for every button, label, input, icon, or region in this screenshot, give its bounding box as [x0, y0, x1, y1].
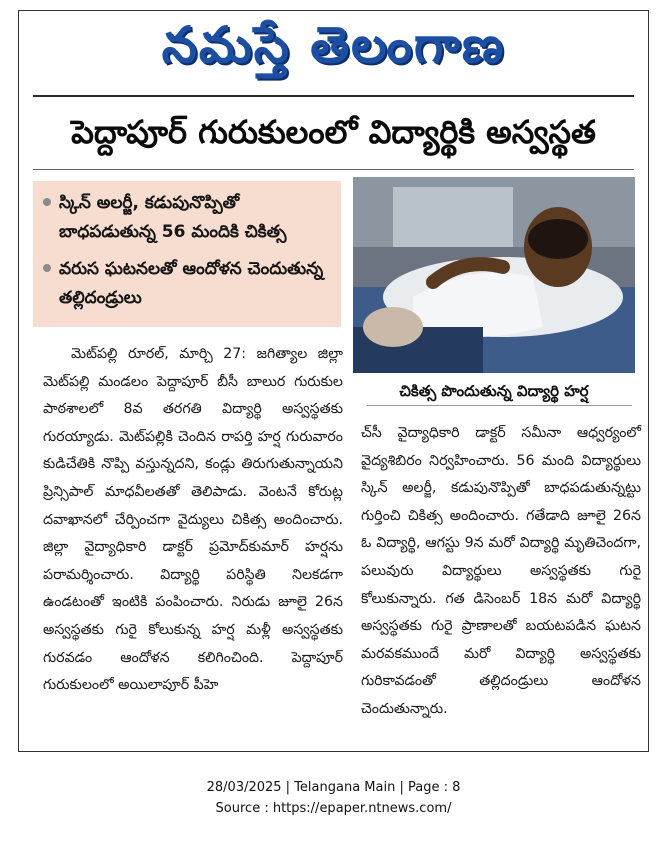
article-column-2 — [361, 420, 641, 724]
highlights-box — [33, 181, 341, 327]
highlight-item — [43, 189, 333, 247]
news-photo — [353, 177, 635, 373]
highlight-text: వరుస ఘటనలతో ఆందోళన చెందుతున్న తల్లిదండ్రులు — [59, 259, 324, 308]
headline-divider — [33, 169, 634, 170]
headline: పెద్దాపూర్ గురుకులంలో విద్యార్థికి అస్వస్థత — [71, 113, 596, 151]
bullet-dot-icon — [43, 198, 51, 206]
photo-caption: చికిత్స పొందుతున్న విద్యార్థి హర్ష — [399, 382, 589, 400]
student-photo-illustration — [353, 177, 635, 373]
masthead-divider — [33, 95, 634, 97]
article-column-1 — [43, 341, 343, 700]
masthead: నమస్తే తెలంగాణ — [161, 15, 506, 74]
edition-info: 28/03/2025 | Telangana Main | Page : 8 — [206, 780, 461, 795]
caption-divider — [367, 405, 632, 406]
newspaper-clipping — [18, 10, 649, 752]
source-line: Source : https://epaper.ntnews.com/ — [215, 801, 452, 816]
bullet-dot-icon — [43, 264, 51, 272]
highlight-item — [43, 255, 333, 313]
article-text: చ్‌సీ వైద్యాధికారి డాక్టర్ సమీనా ఆధ్వర్యంలో వైద్యశిబిరం నిర్వహించారు. 56 మంది విద్యార్థులు స్కిన్ అలర్జీ, కడుపునొప్పితో బాధపడుతున్నట్టు గుర్తించి చికిత్స అందించారు. గతేడాది జూలై 26న ఓ విద్యార్థి, ఆగస్టు 9న మరో విద్యార్థి మృతిచెందగా, పలువురు విద్యార్థులు అస్వస్థతకు గురై కోలుకున్నారు. గత డిసెంబర్ 18న మరో విద్యార్థి అస్వస్థతకు గురై ప్రాణాలతో బయటపడిన ఘటన మరవకముందే మరో విద్యార్థి అస్వస్థతకు గురికావడంతో తల్లిదండ్రులు ఆందోళన చెందుతున్నారు. — [361, 425, 641, 717]
article-text: మెట్‌పల్లి రూరల్, మార్చి 27: జగిత్యాల జిల్లా మెట్‌పల్లి మండలం పెద్దాపూర్ బీసీ బాలుర గురుకుల పాఠశాలలో 8వ తరగతి విద్యార్థి అస్వస్థతకు గురయ్యాడు. మెట్‌పల్లికి చెందిన రాపర్తి హర్ష గురువారం కుడిచేతికి నొప్పి వస్తున్నదని, కండ్లు తిరుగుతున్నాయని ప్రిన్సిపాల్ మాధవీలతతో తెలిపాడు. వెంటనే కోరుట్ల దవాఖానలో చేర్పించగా వైద్యులు చికిత్స అందించారు. జిల్లా వైద్యాధికారి డాక్టర్ ప్రమోద్‌కుమార్ హర్షను పరామర్శించారు. విద్యార్థి పరిస్థితి నిలకడగా ఉండటంతో ఇంటికి పంపించారు. నిరుడు జూలై 26న అస్వస్థతకు గురై కోలుకున్న హర్ష మళ్లీ అస్వస్థతకు గురవడం ఆందోళన కలిగించింది. పెద్దాపూర్ గురుకులంలో అయిలాపూర్ పీహె — [43, 346, 343, 694]
highlight-text: స్కిన్ అలర్జీ, కడుపునొప్పితో బాధపడుతున్న 56 మందికి చికిత్స — [59, 193, 287, 242]
